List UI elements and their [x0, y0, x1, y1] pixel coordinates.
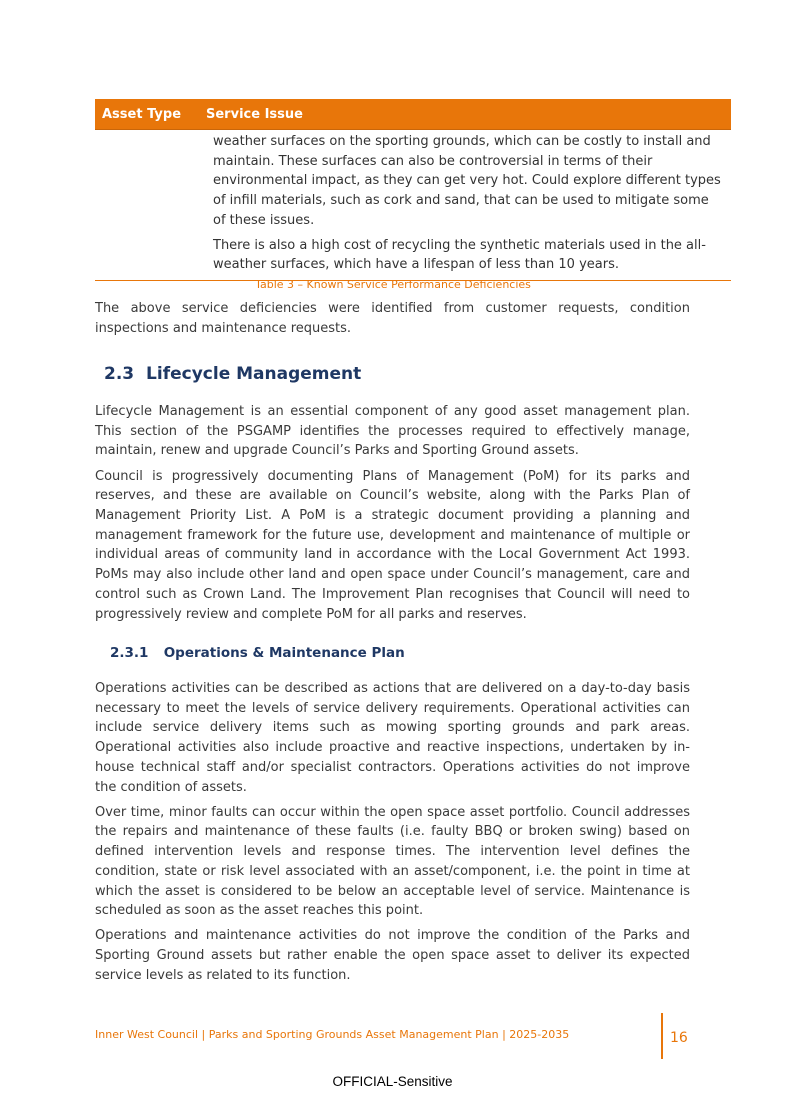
operations-text [95, 679, 690, 991]
section-number: 2.3 [104, 364, 135, 384]
subsection-title: Operations & Maintenance Plan [163, 645, 405, 661]
table-caption: Table 3 – Known Service Performance Deficiencies [255, 278, 531, 291]
footer-title: Inner West Council | Parks and Sporting Grounds Asset Management Plan | 2025-2035 [95, 1028, 570, 1041]
page-number: 16 [670, 1030, 688, 1046]
lifecycle-text [95, 402, 690, 630]
header-asset-type: Asset Type [102, 106, 182, 122]
cell-service-issue [213, 132, 725, 275]
section-heading-2-3-1 [110, 645, 405, 661]
paragraph: The above service deficiencies were identified from customer requests, condition inspections and maintenance requests. [95, 301, 690, 336]
subsection-number: 2.3.1 [110, 645, 149, 661]
footer-divider [661, 1013, 663, 1059]
paragraph: Lifecycle Management is an essential component of any good asset management plan. This section of the PSGAMP identifies the processes required to effectively manage, maintain, renew and upgrade Council’s Parks and Sporting Ground assets. [95, 404, 690, 459]
issue-paragraph: There is also a high cost of recycling the synthetic materials used in the all-weather surfaces, which have a lifespan of less than 10 years. [213, 237, 706, 273]
intro-text [95, 299, 690, 344]
header-service-issue: Service Issue [206, 106, 303, 122]
classification-label: OFFICIAL-Sensitive [332, 1074, 453, 1089]
table-header-row [95, 99, 731, 130]
issue-paragraph: weather surfaces on the sporting grounds, which can be costly to install and maintain. These surfaces can also be controversial in terms of their environmental impact, as they can get very hot. Could explore different types of infill materials, such as cork and sand, that can be used to mitigate some of these issues. [213, 134, 721, 228]
paragraph: Council is progressively documenting Plans of Management (PoM) for its parks and reserves, and these are available on Council’s website, along with the Parks Plan of Management Priority List. A PoM is a strategic document providing a planning and management framework for the future use, development and maintenance of multiple or individual areas of community land in accordance with the Local Government Act 1993. PoMs may also include other land and open space under Council’s management, care and control such as Crown Land. The Improvement Plan recognises that Council will need to progressively review and complete PoM for all parks and reserves. [95, 468, 690, 622]
service-deficiencies-table [95, 99, 731, 281]
section-title: Lifecycle Management [146, 364, 362, 384]
section-heading-2-3 [104, 364, 361, 384]
paragraph: Operations and maintenance activities do not improve the condition of the Parks and Sporting Ground assets but rather enable the open space asset to deliver its expected service levels as related to its function. [95, 928, 690, 983]
paragraph: Operations activities can be described as actions that are delivered on a day-to-day basis necessary to meet the levels of service delivery requirements. Operational activities can include service delivery items such as mowing sporting grounds and park areas. Operational activities also include proactive and reactive inspections, undertaken by in-house technical staff and/or specialist contractors. Operations activities do not improve the condition of assets. [95, 681, 690, 795]
table-body [95, 130, 731, 281]
cell-asset-type [95, 132, 213, 275]
table-row [95, 132, 731, 275]
paragraph: Over time, minor faults can occur within the open space asset portfolio. Council addresses the repairs and maintenance of these faults (i.e. faulty BBQ or broken swing) based on defined intervention levels and response times. The intervention level defines the condition, state or risk level associated with an asset/component, i.e. the point in time at which the asset is considered to be below an acceptable level of service. Maintenance is scheduled as soon as the asset reaches this point. [95, 804, 690, 919]
